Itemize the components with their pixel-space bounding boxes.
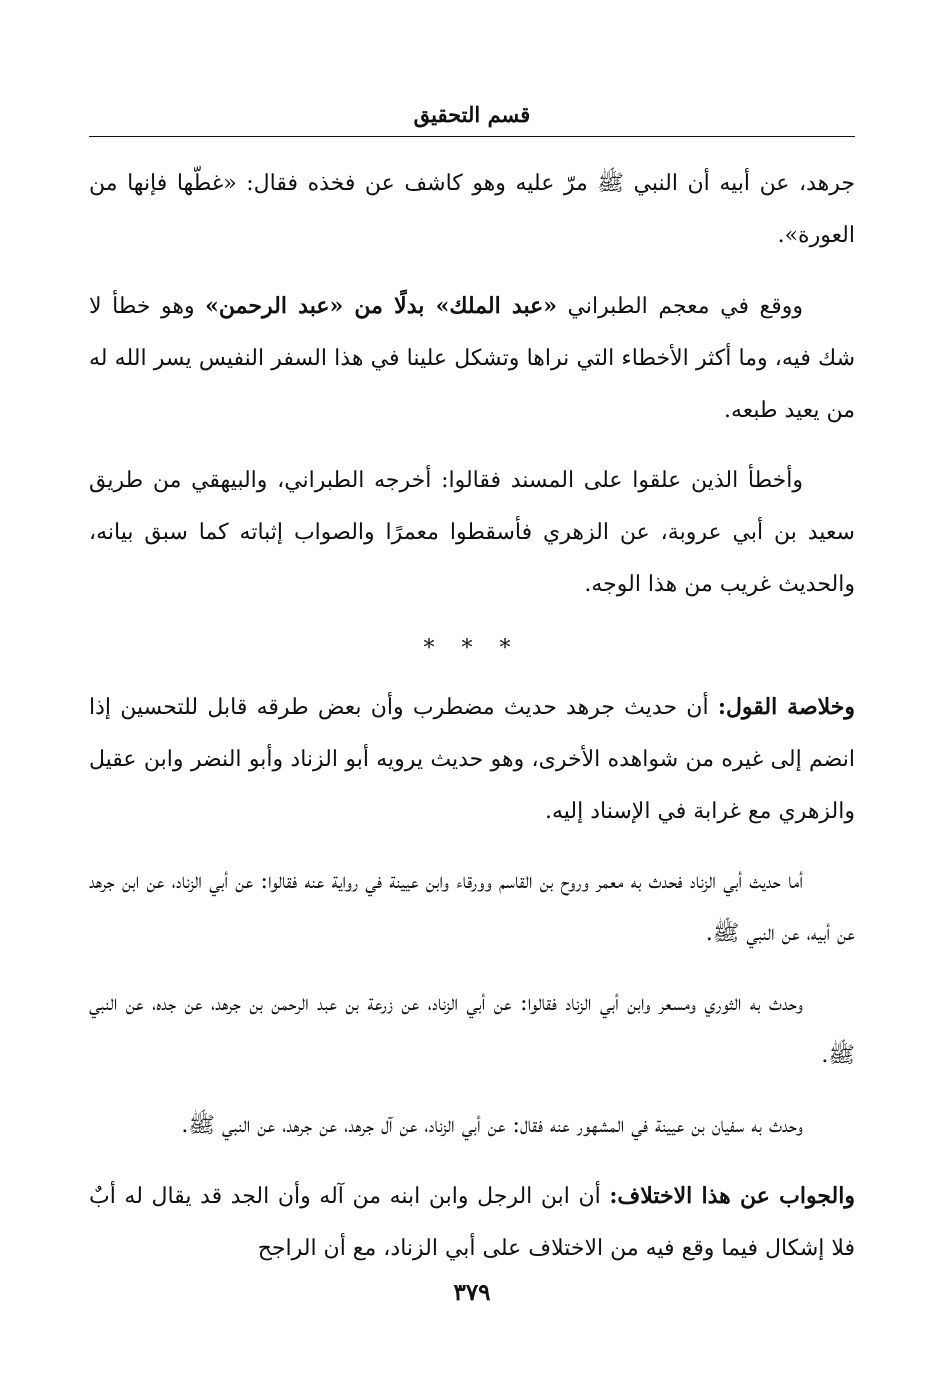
- paragraph: [89, 280, 855, 437]
- paragraph: أما حديث أبي الزناد فحدث به معمر وروح بن القاسم وورقاء وابن عيينة في رواية عنه فقالوا: عن أبي الزناد، عن ابن جرهد عن أبيه، عن النبي ﷺ.: [89, 869, 855, 946]
- paragraph: [89, 681, 855, 838]
- section-divider: * * *: [423, 636, 521, 661]
- paragraph: وحدث به سفيان بن عيينة في المشهور عنه فقال: عن أبي الزناد، عن آل جرهد، عن جرهد، عن النبي ﷺ.: [181, 1113, 803, 1138]
- paragraph-text: أن حديث جرهد حديث مضطرب وأن بعض طرقه قابل للتحسين إذا انضم إلى غيره من شواهده الأخرى، وهو حديث يرويه أبو الزناد وأبو النضر وابن عقيل والزهري مع غرابة في الإسناد إليه.: [89, 695, 855, 824]
- bold-lead: وخلاصة القول:: [717, 694, 855, 720]
- page-number: ٣٧٩: [453, 1279, 491, 1306]
- running-header-title: قسم التحقيق: [413, 102, 531, 127]
- paragraph: جرهد، عن أبيه أن النبي ﷺ مرّ عليه وهو كاشف عن فخذه فقال: «غطّها فإنها من العورة».: [89, 171, 855, 248]
- bold-phrase: «عبد الملك» بدلًا من «عبد الرحمن»: [205, 293, 557, 319]
- paragraph: وأخطأ الذين علقوا على المسند فقالوا: أخرجه الطبراني، والبيهقي من طريق سعيد بن أبي عروبة، عن الزهري فأسقطوا معمرًا والصواب إثباته كما سبق بيانه، والحديث غريب من هذا الوجه.: [89, 468, 855, 597]
- paragraph-text: ووقع في معجم الطبراني: [557, 294, 803, 319]
- paragraph: وحدث به الثوري ومسعر وابن أبي الزناد فقالوا: عن أبي الزناد، عن زرعة بن عبد الرحمن بن جرهد، عن جده، عن النبي ﷺ.: [89, 991, 855, 1068]
- paragraph: [89, 1170, 855, 1275]
- body-text: [89, 158, 855, 1293]
- header-rule: [89, 136, 855, 137]
- paragraph-text: أن ابن الرجل وابن ابنه من آله وأن الجد قد يقال له أبٌ فلا إشكال فيما وقع فيه من الاختلاف على أبي الزناد، مع أن الراجح: [89, 1184, 855, 1261]
- paragraph-text: وهو خطأ لا شك فيه، وما أكثر الأخطاء التي نراها وتشكل علينا في هذا السفر النفيس يسر الله له من يعيد طبعه.: [89, 294, 855, 423]
- bold-lead: والجواب عن هذا الاختلاف:: [609, 1183, 855, 1209]
